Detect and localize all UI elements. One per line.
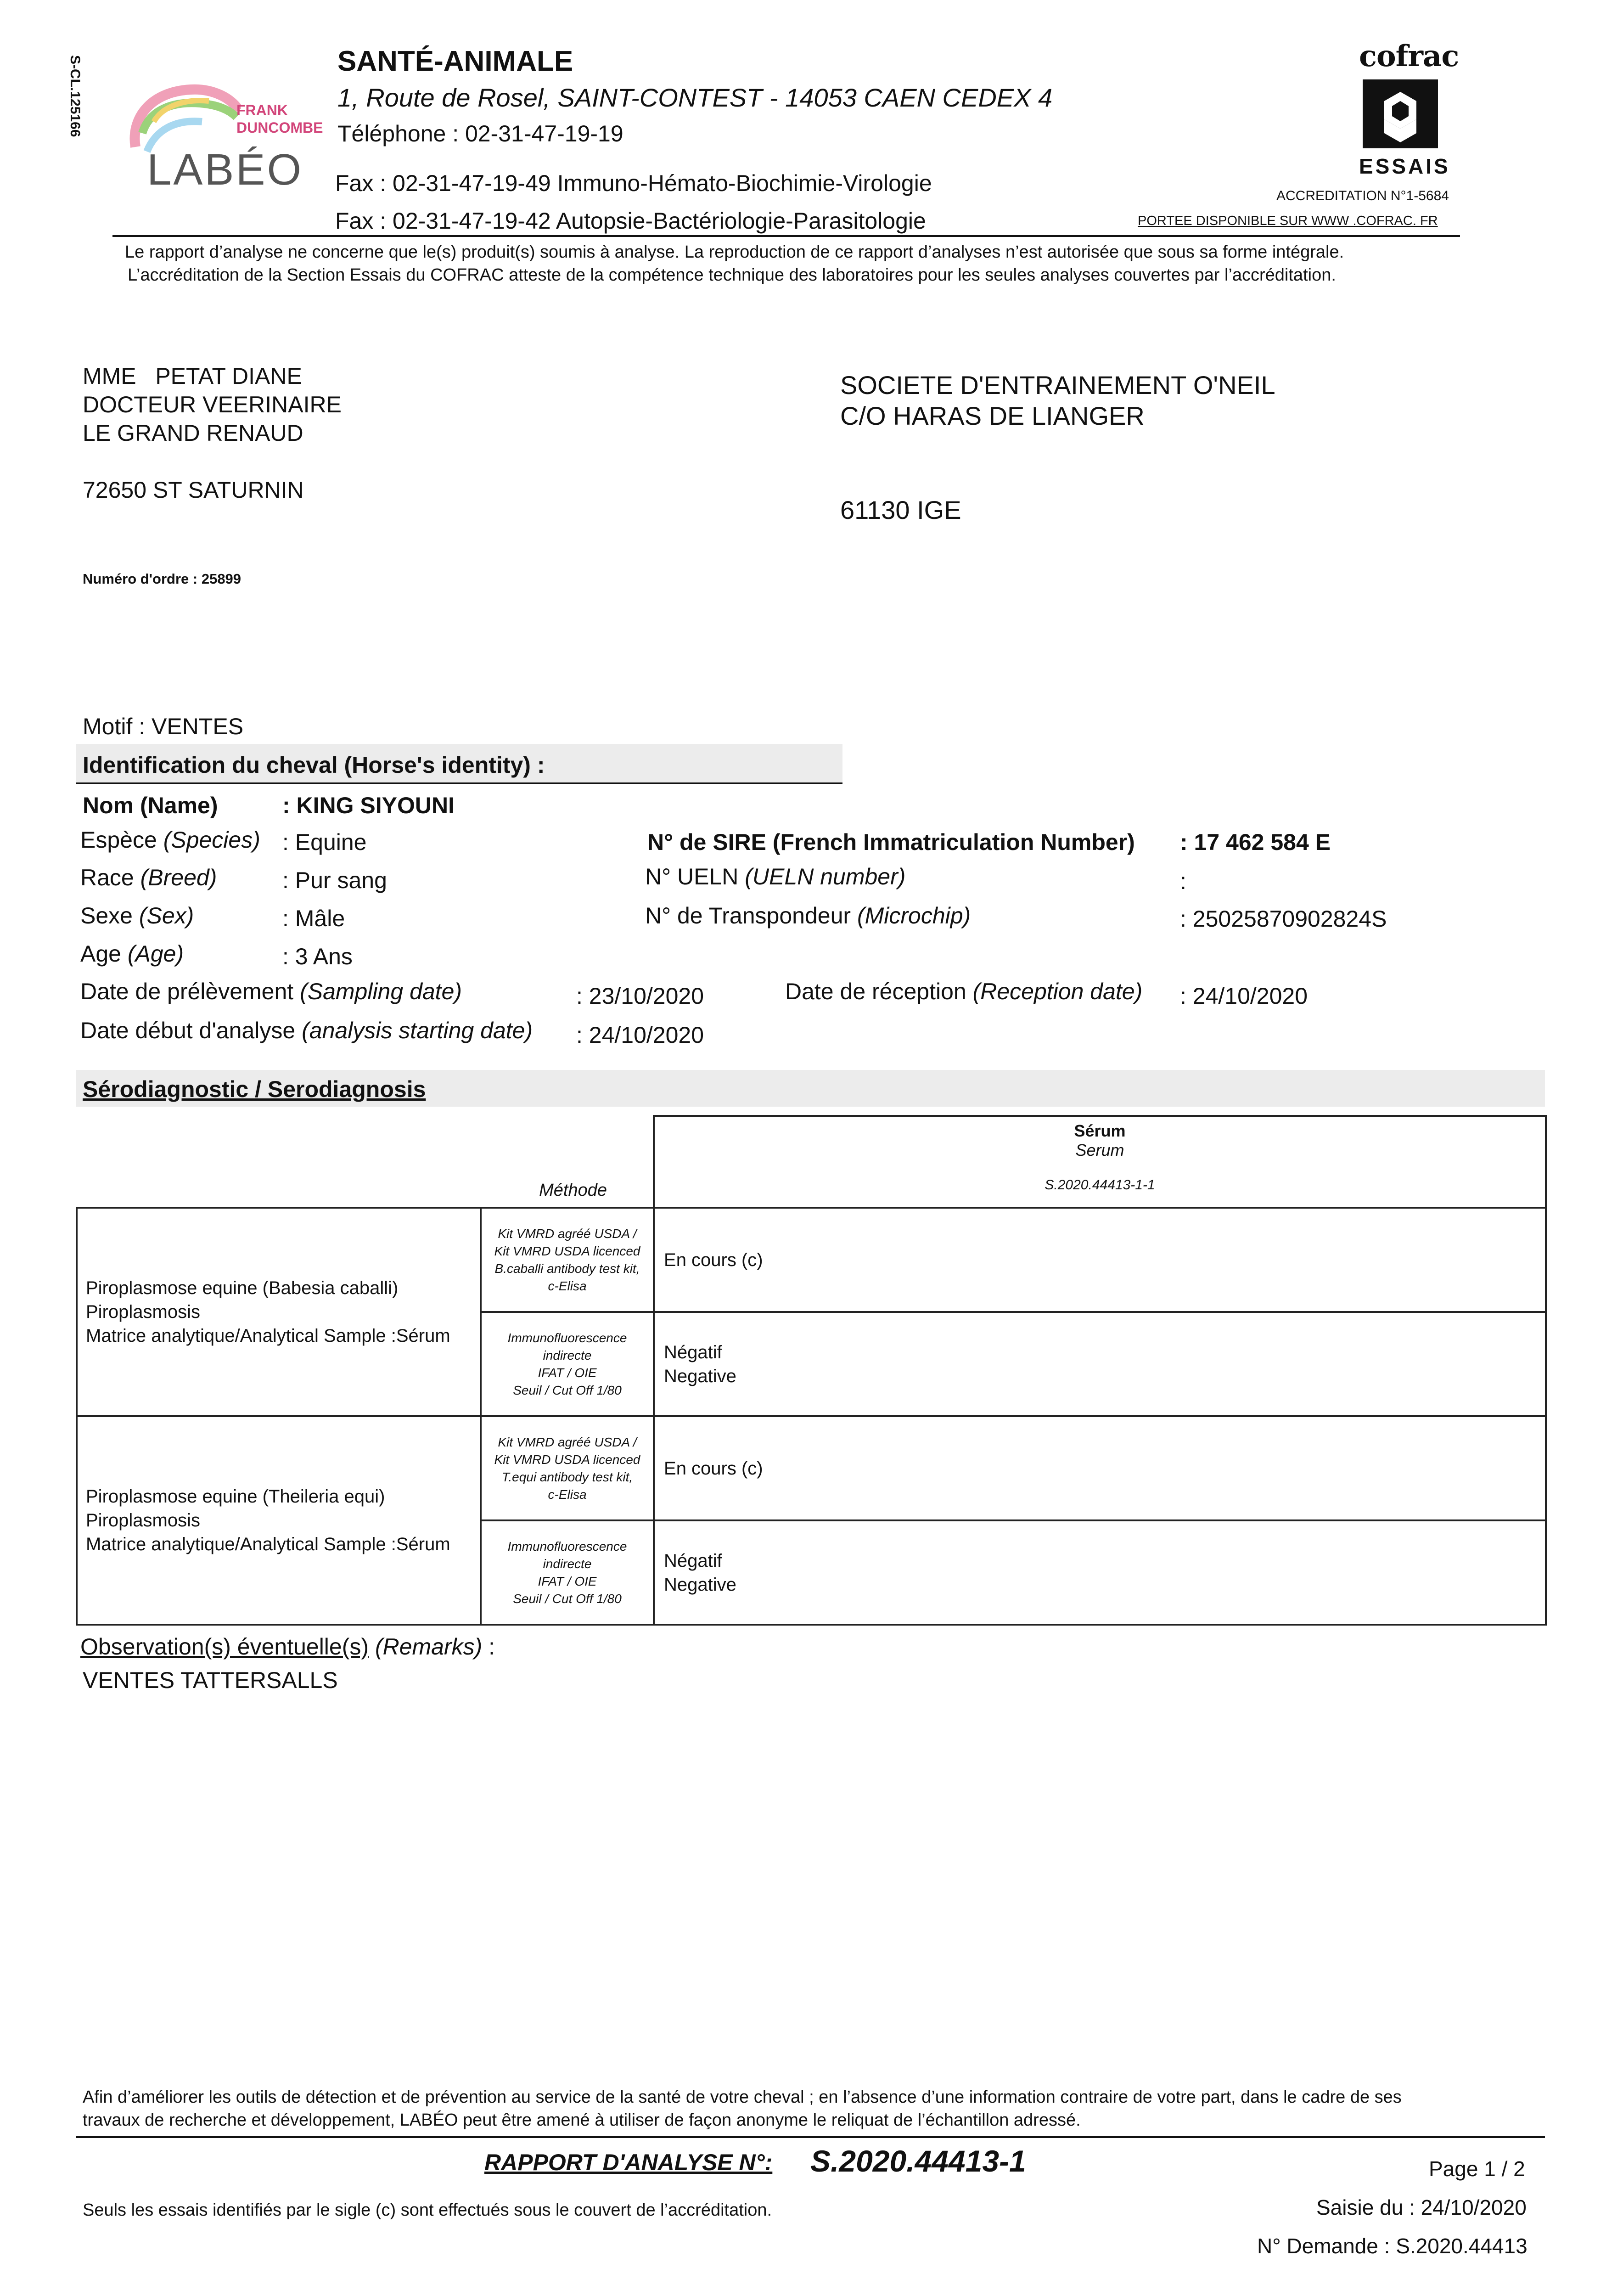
footer-notice-1: Afin d’améliorer les outils de détection et de prévention au service de la santé de votre cheval ; en l’absence d’une information contraire de votre part, dans le cadre de ses (83, 2088, 1402, 2107)
vet-line-3: LE GRAND RENAUD (83, 420, 303, 446)
remarks-value: VENTES TATTERSALLS (83, 1667, 338, 1693)
logo-duncombe: DUNCOMBE (236, 119, 323, 136)
vet-line-1: MME PETAT DIANE (83, 363, 302, 389)
method-cell: Immunofluorescence indirecte IFAT / OIE Seuil / Cut Off 1/80 (481, 1520, 654, 1625)
age-value: : 3 Ans (282, 944, 353, 969)
report-label: RAPPORT D'ANALYSE N°: (484, 2150, 773, 2175)
logo-labeo: LABÉO (147, 145, 303, 194)
disclaimer-line-2: L’accréditation de la Section Essais du COFRAC atteste de la compétence technique des laboratoires pour les seules analyses couvertes par l’accréditation. (128, 265, 1336, 285)
method-cell: Immunofluorescence indirecte IFAT / OIE Seuil / Cut Off 1/80 (481, 1312, 654, 1416)
cofrac-essais: ESSAIS (1359, 154, 1450, 178)
name-label: Nom (Name) (83, 793, 218, 818)
labeo-logo (122, 78, 328, 197)
method-header: Méthode (539, 1181, 607, 1200)
species-value: : Equine (282, 829, 367, 855)
result-cell: En cours (c) (654, 1208, 1546, 1312)
owner-line-1: SOCIETE D'ENTRAINEMENT O'NEIL (840, 371, 1275, 400)
analysis-date-label: Date début d'analyse (analysis starting date) (80, 1018, 533, 1043)
sample-id: S.2020.44413-1-1 (1045, 1177, 1155, 1193)
order-number: Numéro d'ordre : 25899 (83, 571, 241, 587)
cofrac-brand: cofrac (1359, 39, 1459, 73)
lab-fax-1: Fax : 02-31-47-19-49 Immuno-Hémato-Biochimie-Virologie (335, 170, 932, 196)
document-code: S-CL.125166 (67, 55, 83, 137)
vet-line-2: DOCTEUR VEERINAIRE (83, 392, 342, 417)
age-label: Age (Age) (80, 941, 184, 967)
transponder-value: : 25025870902824S (1180, 906, 1387, 932)
disclaimer-line-1: Le rapport d’analyse ne concerne que le(s) produit(s) soumis à analyse. La reproduction de ce rapport d’analyses n’est autorisée que sous sa forme intégrale. (125, 242, 1344, 262)
method-cell: Kit VMRD agréé USDA / Kit VMRD USDA licenced B.caballi antibody test kit, c-Elisa (481, 1208, 654, 1312)
accreditation-note: Seuls les essais identifiés par le sigle (c) sont effectués sous le couvert de l’accréditation. (83, 2200, 772, 2220)
lab-address: 1, Route de Rosel, SAINT-CONTEST - 14053 CAEN CEDEX 4 (337, 83, 1053, 112)
sampling-date-value: : 23/10/2020 (576, 983, 704, 1009)
cofrac-portee: PORTEE DISPONIBLE SUR WWW .COFRAC. FR (1138, 214, 1438, 228)
demande-number: N° Demande : S.2020.44413 (1257, 2234, 1528, 2258)
result-cell: En cours (c) (654, 1416, 1546, 1520)
ueln-label: N° UELN (UELN number) (645, 864, 906, 889)
ueln-value: : (1180, 868, 1186, 894)
species-label: Espèce (Species) (80, 827, 260, 853)
page-number: Page 1 / 2 (1429, 2157, 1525, 2181)
result-cell: Négatif Negative (654, 1312, 1546, 1416)
owner-line-2: C/O HARAS DE LIANGER (840, 401, 1145, 430)
breed-value: : Pur sang (282, 867, 387, 893)
identity-header: Identification du cheval (Horse's identity) : (83, 752, 545, 778)
motif: Motif : VENTES (83, 714, 244, 739)
saisie-date: Saisie du : 24/10/2020 (1316, 2195, 1527, 2219)
breed-label: Race (Breed) (80, 865, 217, 890)
analysis-cell: Piroplasmose equine (Theileria equi) Piroplasmosis Matrice analytique/Analytical Sample :Sérum (77, 1416, 481, 1625)
table-row (77, 1208, 1546, 1312)
lab-fax-2: Fax : 02-31-47-19-42 Autopsie-Bactériologie-Parasitologie (335, 208, 926, 234)
lab-phone: Téléphone : 02-31-47-19-19 (337, 121, 623, 146)
sampling-date-label: Date de prélèvement (Sampling date) (80, 979, 462, 1004)
name-value: : KING SIYOUNI (282, 793, 455, 818)
result-cell: Négatif Negative (654, 1520, 1546, 1625)
reception-date-value: : 24/10/2020 (1180, 983, 1308, 1009)
analysis-date-value: : 24/10/2020 (576, 1022, 704, 1048)
sire-value: : 17 462 584 E (1180, 829, 1331, 855)
header-rule (112, 235, 1460, 237)
serodiagnosis-title: Sérodiagnostic / Serodiagnosis (83, 1076, 426, 1102)
sample-header-en: Serum (1075, 1141, 1124, 1159)
method-cell: Kit VMRD agréé USDA / Kit VMRD USDA licenced T.equi antibody test kit, c-Elisa (481, 1416, 654, 1520)
sex-label: Sexe (Sex) (80, 903, 194, 929)
footer-notice-2: travaux de recherche et développement, LABÉO peut être amené à utiliser de façon anonyme le reliquat de l’échantillon adressé. (83, 2110, 1081, 2130)
sex-value: : Mâle (282, 906, 345, 931)
vet-line-4: 72650 ST SATURNIN (83, 477, 304, 503)
table-row (77, 1416, 1546, 1520)
results-header-row (77, 1116, 1546, 1208)
reception-date-label: Date de réception (Reception date) (785, 979, 1143, 1004)
lab-name: SANTÉ-ANIMALE (337, 45, 573, 77)
identity-header-rule (76, 782, 842, 784)
analysis-cell: Piroplasmose equine (Babesia caballi) Piroplasmosis Matrice analytique/Analytical Sample :Sérum (77, 1208, 481, 1416)
sire-label: N° de SIRE (French Immatriculation Number) (647, 829, 1135, 855)
logo-frank: FRANK (236, 102, 288, 118)
sample-header: Sérum (1074, 1121, 1126, 1140)
cofrac-accreditation: ACCREDITATION N°1-5684 (1276, 188, 1449, 203)
results-table (76, 1115, 1547, 1626)
owner-line-3: 61130 IGE (840, 495, 961, 524)
cofrac-emblem-icon (1359, 76, 1442, 154)
footer-rule (76, 2136, 1545, 2138)
remarks-label: Observation(s) éventuelle(s) (Remarks) : (80, 1634, 495, 1660)
transponder-label: N° de Transpondeur (Microchip) (645, 903, 971, 929)
report-number: S.2020.44413-1 (810, 2144, 1026, 2178)
